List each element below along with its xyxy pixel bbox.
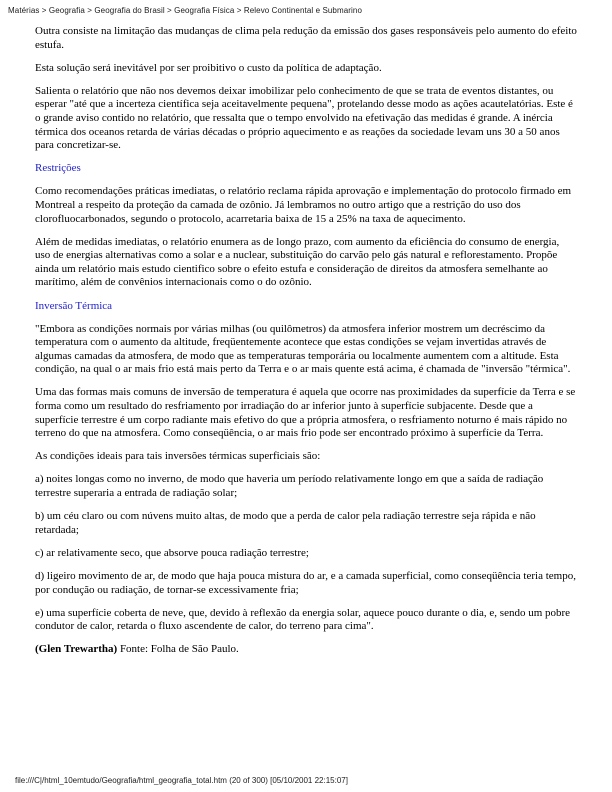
list-item-c: c) ar relativamente seco, que absorve pouca radiação terrestre; — [35, 546, 309, 559]
file-url-footer: file:///C|/html_10emtudo/Geografia/html_geografia_total.htm (20 of 300) [05/10/2001 22:15:07] — [15, 776, 348, 785]
paragraph: Como recomendações práticas imediatas, o relatório reclama rápida aprovação e implementação do protocolo firmado em Montreal a respeito da proteção da camada de ozônio. Já lembramos no outro artigo que a restrição do uso dos clorofluocarbonados, segundo o protocolo, acarretaria baixa de 15 a 25% na taxa de aquecimento. — [35, 185, 572, 225]
list-item-d: d) ligeiro movimento de ar, de modo que haja pouca mistura do ar, e a camada superficial, como conseqüência teria tempo, por condução ou radiação, de tornar-se excessivamente fria; — [35, 569, 576, 596]
list-item-b: b) um céu claro ou com núvens muito altas, de modo que a perda de calor pela radiação terrestre seja rápida e não retardada; — [35, 510, 536, 536]
paragraph: Esta solução será inevitável por ser proibitivo o custo da política de adaptação. — [35, 61, 382, 74]
paragraph: Além de medidas imediatas, o relatório enumera as de longo prazo, com aumento da eficiência do consumo de energia, uso de energias alternativas como a solar e a nuclear, substituição do carvão pelo gás natural e reflorestamento. Propõe ainda um relatório mais estudo cientifico sobre o efeito estufa e consideração de direitos da atmosfera semelhante ao marítimo, além de convênios internacionais como o do ozônio. — [35, 235, 560, 289]
paragraph: Uma das formas mais comuns de inversão de temperatura é aquela que ocorre nas proximidades da superfície da Terra e se forma como um resultado do resfriamento por irradiação do ar inferior junto à superfície subjacente. Desde que a superfície terrestre é um corpo radiante mais efetivo do que a própria atmosfera, o resfriamento noturno é mais rápido no terreno do que na atmosfera. Como conseqüência, o ar mais frio pode ser encontrado próximo à superfície da Terra. — [35, 386, 576, 440]
document-body — [35, 25, 577, 666]
list-item-e: e) uma superfície coberta de neve, que, devido à reflexão da energia solar, aquece pouco durante o dia, e, sendo um pobre condutor de calor, retarda o fluxo ascendente de calor, do terreno para cima". — [35, 606, 571, 633]
paragraph: As condições ideais para tais inversões térmicas superficiais são: — [35, 450, 321, 463]
attribution-source: Fonte: Folha de São Paulo. — [117, 643, 239, 656]
list-item-a: a) noites longas como no inverno, de modo que haveria um período relativamente longo em que a saída de radiação terrestre superaria a entrada de radiação solar; — [35, 473, 544, 500]
paragraph: Salienta o relatório que não nos devemos deixar imobilizar pelo conhecimento de que se trata de eventos distantes, ou esperar "até que a incerteza científica seja aceitavelmente pequena", protelando desse modo as ações acautelatórias. Este é o grande aviso contido no relatório, que ressalta que o tempo envolvido na efetivação das medidas é grande. A inércia térmica dos oceanos retarda de várias décadas o próprio aquecimento e as reações da sociedade levam uns 30 a 50 anos para concretizar-se. — [35, 84, 573, 152]
section-heading-inversao-termica: Inversão Térmica — [35, 299, 113, 312]
paragraph: Outra consiste na limitação das mudanças de clima pela redução da emissão dos gases responsáveis pelo aumento do efeito estufa. — [35, 25, 577, 51]
paragraph: "Embora as condições normais por várias milhas (ou quilômetros) da atmosfera inferior mostrem um decréscimo da temperatura com o aumento da altitude, freqüentemente acontece que estas condições se vejam invertidas através de algumas camadas da atmosfera, de modo que as temperaturas temporária ou localmente aumentem com a altitude. Esta condição, na qual o ar mais frio está mais perto da Terra e o ar mais quente está acima, é chamada de "inversão "térmica". — [35, 322, 571, 376]
attribution-author: (Glen Trewartha) — [35, 643, 118, 656]
section-heading-restricoes: Restrições — [35, 162, 81, 175]
breadcrumb: Matérias > Geografia > Geografia do Brasil > Geografia Física > Relevo Continental e Submarino — [8, 6, 363, 15]
attribution — [35, 643, 577, 657]
